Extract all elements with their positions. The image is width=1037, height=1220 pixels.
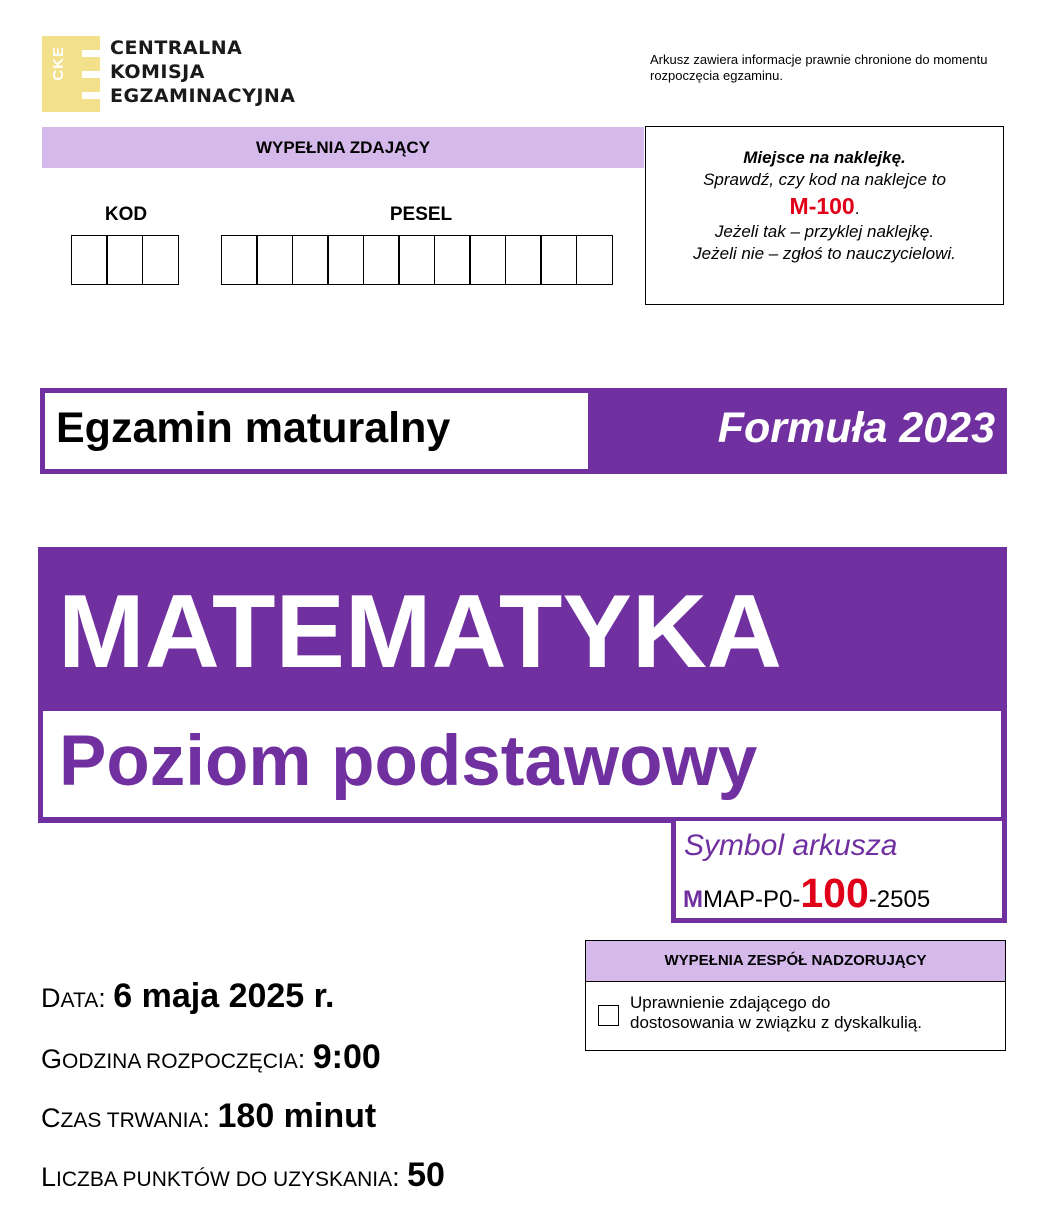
exam-type: Egzamin maturalny	[56, 404, 451, 452]
dyscalculia-checkbox[interactable]	[598, 1005, 619, 1026]
exam-date: DATA: 6 maja 2025 r.	[41, 977, 335, 1015]
subject-block	[38, 547, 1007, 823]
pesel-digit-box[interactable]	[540, 235, 577, 285]
kod-label: KOD	[104, 204, 148, 225]
supervisors-section	[585, 940, 1006, 1051]
sticker-area[interactable]	[645, 126, 1004, 305]
subject-level: Poziom podstawowy	[59, 722, 758, 801]
logo-line-2: KOMISJA	[110, 61, 205, 83]
sticker-code: M-100	[789, 193, 855, 219]
exam-duration-value: 180 minut	[217, 1097, 377, 1135]
kod-digit-box[interactable]	[142, 235, 179, 285]
cke-logo-mark-text: CKE	[50, 46, 67, 81]
symbol-prefix: MAP-P0-	[703, 886, 801, 913]
cke-logo-text	[110, 36, 296, 108]
sticker-dot: .	[854, 199, 860, 218]
kod-digit-box[interactable]	[71, 235, 108, 285]
symbol-suffix: -2505	[868, 886, 931, 913]
pesel-digit-box[interactable]	[363, 235, 400, 285]
pesel-digit-box[interactable]	[256, 235, 293, 285]
sticker-no-instruction: Jeżeli nie – zgłoś to nauczycielowi.	[693, 244, 956, 263]
exam-start-time-value: 9:00	[312, 1038, 381, 1076]
confidentiality-notice: Arkusz zawiera informacje prawnie chronione do momentu rozpoczęcia egzaminu.	[650, 52, 988, 83]
sheet-symbol-label: Symbol arkusza	[684, 829, 898, 862]
exam-banner	[40, 388, 1007, 474]
checkbox-text-line-2: dostosowania w związku z dyskalkulią.	[630, 1013, 922, 1032]
pesel-digit-box[interactable]	[576, 235, 613, 285]
symbol-number: 100	[800, 870, 869, 916]
cke-logo	[42, 36, 342, 112]
pesel-digit-box[interactable]	[505, 235, 542, 285]
symbol-prefix-m: M	[683, 886, 703, 913]
supervisors-header: WYPEŁNIA ZESPÓŁ NADZORUJĄCY	[586, 941, 1005, 982]
pesel-digit-box[interactable]	[327, 235, 364, 285]
logo-line-3: EGZAMINACYJNA	[110, 85, 296, 107]
candidate-section-header: WYPEŁNIA ZDAJĄCY	[42, 127, 644, 168]
pesel-digit-box[interactable]	[221, 235, 258, 285]
pesel-digit-box[interactable]	[469, 235, 506, 285]
dyscalculia-checkbox-label	[630, 993, 922, 1033]
exam-date-value: 6 maja 2025 r.	[113, 977, 335, 1015]
subject-title: MATEMATYKA	[58, 574, 783, 690]
logo-line-1: CENTRALNA	[110, 37, 243, 59]
sticker-instruction: Sprawdź, czy kod na naklejce to	[703, 170, 946, 189]
exam-duration: CZAS TRWANIA: 180 minut	[41, 1097, 377, 1135]
pesel-label: PESEL	[389, 204, 453, 225]
exam-points: LICZBA PUNKTÓW DO UZYSKANIA: 50	[41, 1156, 445, 1194]
cke-logo-mark	[42, 36, 100, 112]
kod-digit-box[interactable]	[106, 235, 143, 285]
pesel-digit-box[interactable]	[434, 235, 471, 285]
exam-start-time: GODZINA ROZPOCZĘCIA: 9:00	[41, 1038, 381, 1076]
sticker-title: Miejsce na naklejkę.	[743, 148, 906, 167]
exam-points-value: 50	[407, 1156, 445, 1194]
pesel-digit-box[interactable]	[292, 235, 329, 285]
pesel-digit-box[interactable]	[398, 235, 435, 285]
sticker-yes-instruction: Jeżeli tak – przyklej naklejkę.	[714, 222, 935, 241]
kod-input-boxes[interactable]	[72, 235, 179, 285]
sheet-symbol	[671, 821, 1007, 923]
sheet-symbol-code	[683, 870, 931, 920]
exam-formula: Formuła 2023	[717, 404, 995, 452]
checkbox-text-line-1: Uprawnienie zdającego do	[630, 993, 831, 1012]
pesel-input-boxes[interactable]	[222, 235, 613, 285]
